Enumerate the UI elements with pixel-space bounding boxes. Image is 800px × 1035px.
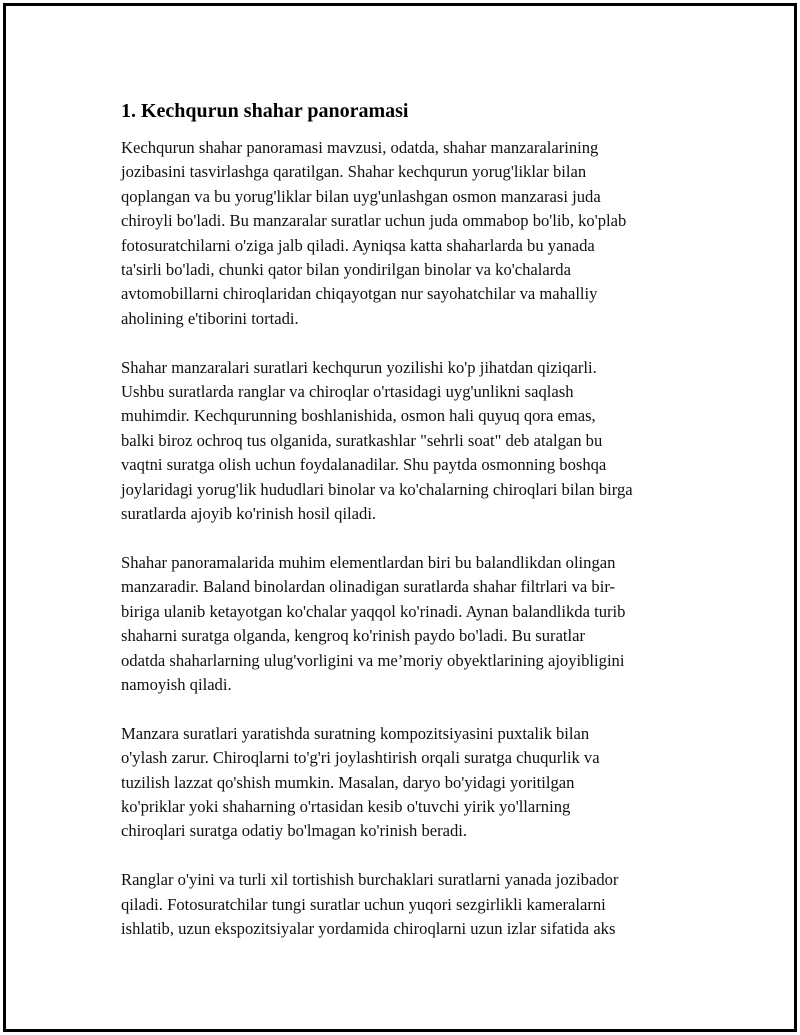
text-line: chiroyli bo'ladi. Bu manzaralar suratlar uchun juda ommabop bo'lib, ko'plab xyxy=(121,211,627,231)
paragraph-2 xyxy=(121,356,696,527)
text-line: Ranglar o'yini va turli xil tortishish burchaklari suratlarni yanada jozibador xyxy=(121,870,619,890)
text-line: tuzilish lazzat qo'shish mumkin. Masalan, daryo bo'yidagi yoritilgan xyxy=(121,772,575,792)
text-line: aholining e'tiborini tortadi. xyxy=(121,308,299,328)
text-line: fotosuratchilarni o'ziga jalb qiladi. Ayniqsa katta shaharlarda bu yanada xyxy=(121,235,595,255)
text-line: avtomobillarni chiroqlaridan chiqayotgan nur sayohatchilar va mahalliy xyxy=(121,284,598,304)
text-line: joylaridagi yorug'lik hududlari binolar va ko'chalarning chiroqlari bilan birga xyxy=(121,479,633,499)
text-line: ta'sirli bo'ladi, chunki qator bilan yondirilgan binolar va ko'chalarda xyxy=(121,260,571,280)
text-line: balki biroz ochroq tus olganida, suratkashlar "sehrli soat" deb atalgan bu xyxy=(121,430,603,450)
text-line: muhimdir. Kechqurunning boshlanishida, osmon hali quyuq qora emas, xyxy=(121,406,596,426)
text-line: manzaradir. Baland binolardan olinadigan suratlarda shahar filtrlari va bir- xyxy=(121,577,616,597)
paragraph-5 xyxy=(121,868,696,941)
text-line: jozibasini tasvirlashga qaratilgan. Shahar kechqurun yorug'liklar bilan xyxy=(121,162,587,182)
text-line: qiladi. Fotosuratchilar tungi suratlar uchun yuqori sezgirlikli kameralarni xyxy=(121,894,606,914)
text-line: shaharni suratga olganda, kengroq ko'rinish paydo bo'ladi. Bu suratlar xyxy=(121,626,586,646)
text-line: Manzara suratlari yaratishda suratning kompozitsiyasini puxtalik bilan xyxy=(121,723,590,743)
text-line: Ushbu suratlarda ranglar va chiroqlar o'rtasidagi uyg'unlikni saqlash xyxy=(121,382,574,402)
text-line: qoplangan va bu yorug'liklar bilan uyg'unlashgan osmon manzarasi juda xyxy=(121,186,601,206)
paragraph-4 xyxy=(121,722,696,844)
paragraph-3 xyxy=(121,551,696,697)
text-line: Kechqurun shahar panoramasi mavzusi, odatda, shahar manzaralarining xyxy=(121,138,599,157)
text-line: ko'priklar yoki shaharning o'rtasidan kesib o'tuvchi yirik yo'llarning xyxy=(121,796,571,816)
text-line: chiroqlari suratga odatiy bo'lmagan ko'rinish beradi. xyxy=(121,821,468,841)
text-line: odatda shaharlarning ulug'vorligini va me’moriy obyektlarining ajoyibligini xyxy=(121,650,625,670)
section-heading: 1. Kechqurun shahar panoramasi xyxy=(121,100,409,122)
text-line: ishlatib, uzun ekspozitsiyalar yordamida chiroqlarni uzun izlar sifatida aks xyxy=(121,918,616,938)
text-line: biriga ulanib ketayotgan ko'chalar yaqqol ko'rinadi. Aynan balandlikda turib xyxy=(121,601,626,621)
text-line: namoyish qiladi. xyxy=(121,674,232,694)
document-body xyxy=(121,98,696,966)
page-frame xyxy=(3,3,797,1032)
text-line: Shahar panoramalarida muhim elementlardan biri bu balandlikdan olingan xyxy=(121,552,616,572)
text-line: Shahar manzaralari suratlari kechqurun yozilishi ko'p jihatdan qiziqarli. xyxy=(121,357,597,377)
text-line: o'ylash zarur. Chiroqlarni to'g'ri joylashtirish orqali suratga chuqurlik va xyxy=(121,748,600,768)
text-line: vaqtni suratga olish uchun foydalanadilar. Shu paytda osmonning boshqa xyxy=(121,455,607,475)
text-line: suratlarda ajoyib ko'rinish hosil qiladi. xyxy=(121,504,377,524)
paragraph-1 xyxy=(121,136,696,331)
